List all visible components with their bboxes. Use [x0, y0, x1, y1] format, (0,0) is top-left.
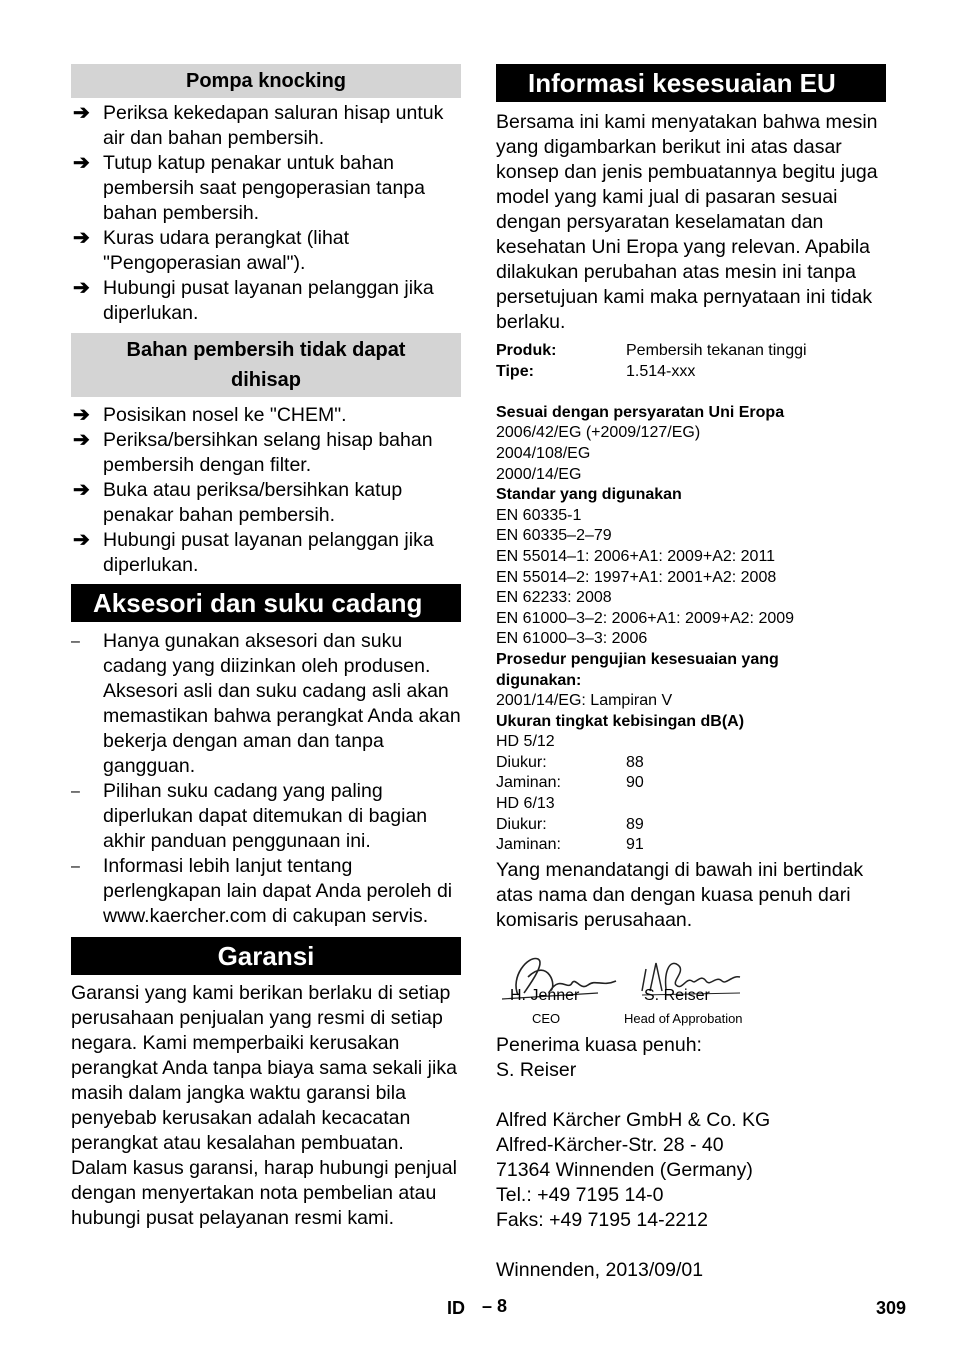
- company-fax: Faks: +49 7195 14-2212: [496, 1208, 708, 1231]
- list-item: ➔ Posisikan nosel ke "CHEM".: [73, 404, 347, 426]
- arrow-right-icon: ➔: [73, 102, 90, 124]
- list-item: ➔ Buka atau periksa/bersihkan katup penakar bahan pembersih.: [73, 479, 403, 526]
- right-column: [496, 64, 886, 1283]
- model-2-diukur: Diukur: 89: [496, 815, 644, 833]
- company-city: 71364 Winnenden (Germany): [496, 1158, 753, 1181]
- list-item: – Pilihan suku cadang yang paling diperlukan dapat ditemukan di bagian akhir panduan penggunaan ini.: [71, 780, 428, 852]
- signer-1-role: CEO: [532, 1010, 561, 1026]
- garansi-text: Garansi yang kami berikan berlaku di setiap perusahaan penjualan yang resmi di setiap negara. Kami memperbaiki kerusakan perangkat Anda tanpa biaya sama sekali jika masih dalam jangka waktu garansi bila penyebab kerusakan adalah kecacatan perangkat atau kesalahan pembuatan. Dalam kasus garansi, harap hubungi penjual dengan menyertakan nota pembelian atau hubungi pusat pelayanan resmi kami.: [71, 982, 457, 1229]
- list-item: ➔ Periksa kekedapan saluran hisap untuk air dan bahan pembersih.: [73, 102, 444, 149]
- list-item: – Informasi lebih lanjut tentang perlengkapan lain dapat Anda peroleh di www.kaercher.com di cakupan servis.: [71, 855, 453, 927]
- pompa-list: [71, 101, 461, 326]
- list-item: ➔ Periksa/bersihkan selang hisap bahan pembersih dengan filter.: [73, 429, 433, 476]
- model-1-jaminan: Jaminan: 90: [496, 774, 644, 792]
- closing-text: Yang menandatangi di bawah ini bertindak atas nama dan dengan kuasa penuh dari komisaris perusahaan.: [496, 858, 864, 931]
- signature-block: [496, 941, 886, 1031]
- declaration-block: Produk: Pembersih tekanan tinggi Tipe: 1.514-xxx Sesuai dengan persyaratan Uni Eropa 2006/42/EG (+2009/127/EG) 2004/108/EG 2000/14/EG Standar yang digunakan EN 60335-1 EN 60335–2–79 EN 55014–1: 2006+A1: 2009+A2: 2011 EN 55014–2: 1997+A1: 2001+A2: 2008 EN 62233: 2008 EN 61000–3–2: 2006+A1: 2009+A2: 2009 EN 61000–3–3: 2006 Prosedur pengujian kesesuaian yang digunakan: 2001/14/EG: Lampiran V Ukuran tingkat kebisingan dB(A) HD 5/12 Diukur: 88 Jaminan: 90 HD 6/13 Diukur: 89 Jaminan: 91: [496, 341, 886, 856]
- dash-marker: –: [71, 858, 80, 875]
- signer-2-role: Head of Approbation: [624, 1010, 743, 1026]
- standar-label: Standar yang digunakan: [496, 486, 682, 504]
- list-item: ➔ Kuras udara perangkat (lihat "Pengoperasian awal").: [73, 227, 350, 274]
- eu-intro: Bersama ini kami menyatakan bahwa mesin yang digambarkan berikut ini atas dasar konsep dan jenis pembuatannya begitu juga model yang kami jual di pasaran sesuai dengan persyaratan keselamatan dan kesehatan Uni Eropa yang relevan. Apabila dilakukan perubahan atas mesin ini tanpa persetujuan kami maka pernyataan ini tidak berlaku.: [496, 111, 878, 333]
- produk-row: Produk: Pembersih tekanan tinggi: [496, 342, 807, 359]
- company-street: Alfred-Kärcher-Str. 28 - 40: [496, 1133, 724, 1156]
- arrow-right-icon: ➔: [73, 277, 90, 299]
- section-heading-aksesori: Aksesori dan suku cadang: [71, 584, 461, 622]
- eu-label: Sesuai dengan persyaratan Uni Eropa: [496, 403, 785, 421]
- model-1: HD 5/12: [496, 733, 555, 751]
- dash-marker: –: [71, 633, 80, 650]
- ukuran-label: Ukuran tingkat kebisingan dB(A): [496, 712, 745, 730]
- arrow-right-icon: ➔: [73, 479, 90, 501]
- arrow-right-icon: ➔: [73, 429, 90, 451]
- arrow-right-icon: ➔: [73, 529, 90, 551]
- bahan-list: [71, 403, 461, 578]
- signer-1-name: H. Jenner: [510, 986, 580, 1004]
- model-1-diukur: Diukur: 88: [496, 753, 644, 771]
- left-column: [71, 64, 461, 1231]
- tipe-row: Tipe: 1.514-xxx: [496, 362, 696, 380]
- footer-page-global: 309: [876, 1298, 907, 1318]
- signer-2-name: S. Reiser: [644, 986, 710, 1004]
- penerima-block: Penerima kuasa penuh: S. Reiser Alfred Kärcher GmbH & Co. KG Alfred-Kärcher-Str. 28 - 40 71364 Winnenden (Germany) Tel.: +49 7195 14-0 Faks: +49 7195 14-2212 Winnenden, 2013/09/01: [496, 1033, 886, 1283]
- company-tel: Tel.: +49 7195 14-0: [496, 1183, 664, 1206]
- list-item: ➔ Hubungi pusat layanan pelanggan jika diperlukan.: [73, 529, 434, 576]
- list-item: ➔ Tutup katup penakar untuk bahan pembersih saat pengoperasian tanpa bahan pembersih.: [73, 152, 425, 224]
- section-heading-garansi: Garansi: [71, 937, 461, 975]
- footer-page-local: – 8: [482, 1296, 508, 1316]
- model-2: HD 6/13: [496, 795, 555, 813]
- company-name: Alfred Kärcher GmbH & Co. KG: [496, 1108, 771, 1131]
- section-heading-eu: Informasi kesesuaian EU: [496, 64, 886, 102]
- place-date: Winnenden, 2013/09/01: [496, 1258, 704, 1281]
- arrow-right-icon: ➔: [73, 152, 90, 174]
- list-item: ➔ Hubungi pusat layanan pelanggan jika diperlukan.: [73, 277, 434, 324]
- aksesori-list: [71, 629, 461, 929]
- section-heading-pompa: Pompa knocking: [71, 64, 461, 98]
- arrow-right-icon: ➔: [73, 227, 90, 249]
- prosedur-label: Prosedur pengujian kesesuaian yang digunakan:: [496, 650, 779, 689]
- footer-lang: ID: [447, 1298, 465, 1318]
- list-item: – Hanya gunakan aksesori dan suku cadang yang diizinkan oleh produsen. Aksesori asli dan suku cadang asli akan memastikan bahwa perangkat Anda akan bekerja dengan aman dan tanpa gangguan.: [71, 630, 461, 777]
- dash-marker: –: [71, 783, 80, 800]
- model-2-jaminan: Jaminan: 91: [496, 836, 644, 854]
- arrow-right-icon: ➔: [73, 404, 90, 426]
- section-heading-bahan: Bahan pembersih tidak dapat dihisap: [71, 333, 461, 397]
